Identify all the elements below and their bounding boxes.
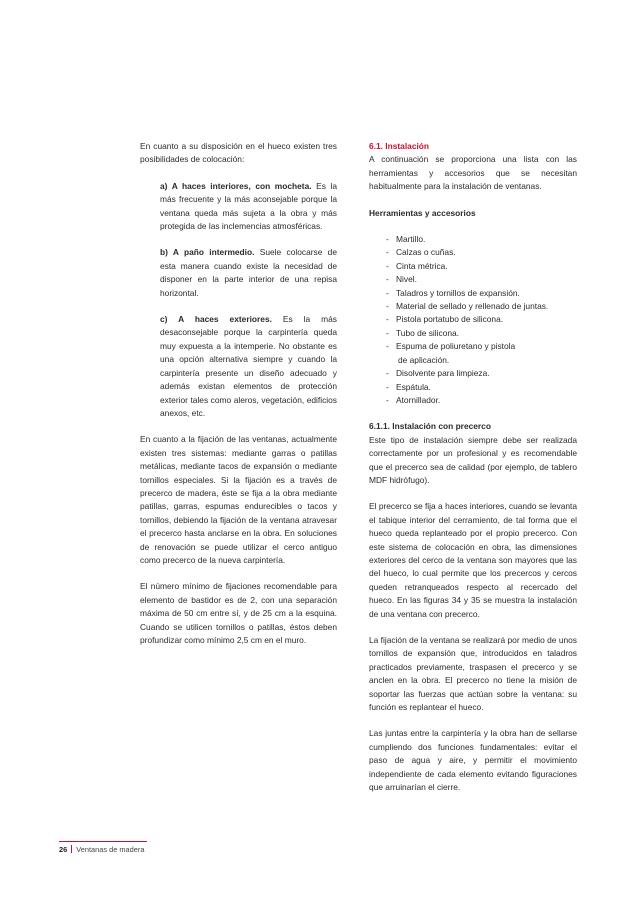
right-column	[369, 140, 577, 807]
list-item: - Pistola portatubo de silicona.	[396, 313, 577, 326]
list-item: - Nivel.	[396, 273, 577, 286]
list-item: - Espátula.	[396, 381, 577, 394]
footer-divider	[59, 841, 147, 842]
fixing-systems-paragraph: En cuanto a la fijación de las ventanas, actualmente existen tres sistemas: mediante garras o patillas metálicas, mediante tacos de expansión o mediante tornillos especiales. Si la fijación es a través de precerco de madera, éste se fija a la obra mediante patillas, garras, espumas endurecibles o tacos y tornillos, debiendo la fijación de la ventana atravesar el precerco hasta anclarse en la obra. En soluciones de renovación se puede utilizar el cerco antiguo como precerco de la nueva carpintería.	[140, 434, 337, 565]
list-item-continuation: de aplicación.	[398, 354, 450, 365]
dash-bullet: -	[386, 381, 389, 392]
option-haces-exteriores	[160, 313, 337, 420]
list-item: - Martillo.	[396, 233, 577, 246]
page-footer	[59, 845, 144, 854]
dash-bullet: -	[386, 260, 389, 271]
option-haces-interiores	[160, 180, 337, 234]
dash-bullet: -	[386, 274, 389, 285]
option-text: Es la más desaconsejable porque la carpintería queda muy expuesta a la intemperie. No obstante es una opción alternativa siempre y cuando la carpintería presente un diseño adecuado y además existan elementos de protección exterior tales como aleros, vegetación, edificios anexos, etc.	[160, 314, 337, 418]
list-item: - Tubo de silicona.	[396, 327, 577, 340]
list-item: - Atornillador.	[396, 394, 577, 407]
dash-bullet: -	[386, 314, 389, 325]
list-item: - Disolvente para limpieza.	[396, 367, 577, 380]
installation-intro: A continuación se proporciona una lista con las herramientas y accesorios que se necesitan habitualmente para la instalación de ventanas.	[369, 154, 577, 192]
section-title: 6.1. Instalación	[369, 141, 430, 151]
list-item: - Espuma de poliuretano y pistola	[396, 340, 577, 353]
dash-bullet: -	[386, 394, 389, 405]
tools-heading: Herramientas y accesorios	[369, 207, 476, 218]
list-item: - Cinta métrica.	[396, 260, 577, 273]
dash-bullet: -	[386, 327, 389, 338]
list-item: - Taladros y tornillos de expansión.	[396, 287, 577, 300]
precerco-paragraph-1: Este tipo de instalación siempre debe ser realizada correctamente por un profesional y es recomendable que el precerco sea de calidad (por ejemplo, de tablero MDF hidrófugo).	[369, 434, 577, 485]
footer-title: Ventanas de madera	[76, 845, 145, 854]
option-text: Suele colocarse de esta manera cuando existe la necesidad de disponer en la parte interior de una repisa horizontal.	[160, 247, 337, 298]
option-label: c) A haces exteriores.	[160, 314, 272, 325]
footer-separator	[71, 845, 72, 853]
tools-list	[369, 233, 577, 407]
page-number: 26	[59, 845, 68, 854]
list-item: - Material de sellado y rellenado de juntas.	[396, 300, 577, 313]
subsection-title: 6.1.1. Instalación con precerco	[369, 421, 491, 432]
disposition-intro: En cuanto a su disposición en el hueco existen tres posibilidades de colocación:	[140, 141, 337, 165]
precerco-paragraph-2: El precerco se fija a haces interiores, cuando se levanta el tabique interior del cerramiento, de tal forma que el hueco queda replanteado por el propio precerco. Con este sistema de colocación en obra, las dimensiones exteriores del cerco de la ventana son mayores que las del hueco, lo cual permite que los precercos y cercos queden retranqueados respecto al recercado del hueco. En las figuras 34 y 35 se muestra la instalación de una ventana con precerco.	[369, 501, 577, 619]
list-item: - Calzas o cuñas.	[396, 246, 577, 259]
precerco-paragraph-3: La fijación de la ventana se realizará por medio de unos tornillos de expansión que, introducidos en taladros practicados previamente, traspasen el precerco y se anclen en la obra. El precerco no tiene la misión de soportar las fuerzas que actúan sobre la ventana: su función es replantear el hueco.	[369, 635, 577, 713]
dash-bullet: -	[386, 368, 389, 379]
dash-bullet: -	[386, 247, 389, 258]
minimum-fixings-paragraph: El número mínimo de fijaciones recomendable para elemento de bastidor es de 2, con una separación máxima de 50 cm entre sí, y de 25 cm a la esquina. Cuando se utilicen tornillos o patillas, éstos deben profundizar como mínimo 2,5 cm en el muro.	[140, 581, 337, 645]
dash-bullet: -	[386, 341, 389, 352]
dash-bullet: -	[386, 234, 389, 245]
option-pano-intermedio	[160, 246, 337, 300]
option-text: Es la más frecuente y la más aconsejable porque la ventana queda más sujeta a la obra y más protegida de las inclemencias atmosféricas.	[160, 180, 337, 232]
dash-bullet: -	[386, 287, 389, 298]
option-label: b) A paño intermedio.	[160, 247, 255, 258]
option-label: a) A haces interiores, con mocheta.	[160, 180, 312, 191]
left-column	[140, 140, 337, 660]
precerco-paragraph-4: Las juntas entre la carpintería y la obra han de sellarse cumpliendo dos funciones fundamentales: evitar el paso de agua y aire, y permitir el movimiento independiente de cada elemento evitando figuraciones que arruinarían el cierre.	[369, 728, 577, 793]
dash-bullet: -	[386, 301, 389, 312]
